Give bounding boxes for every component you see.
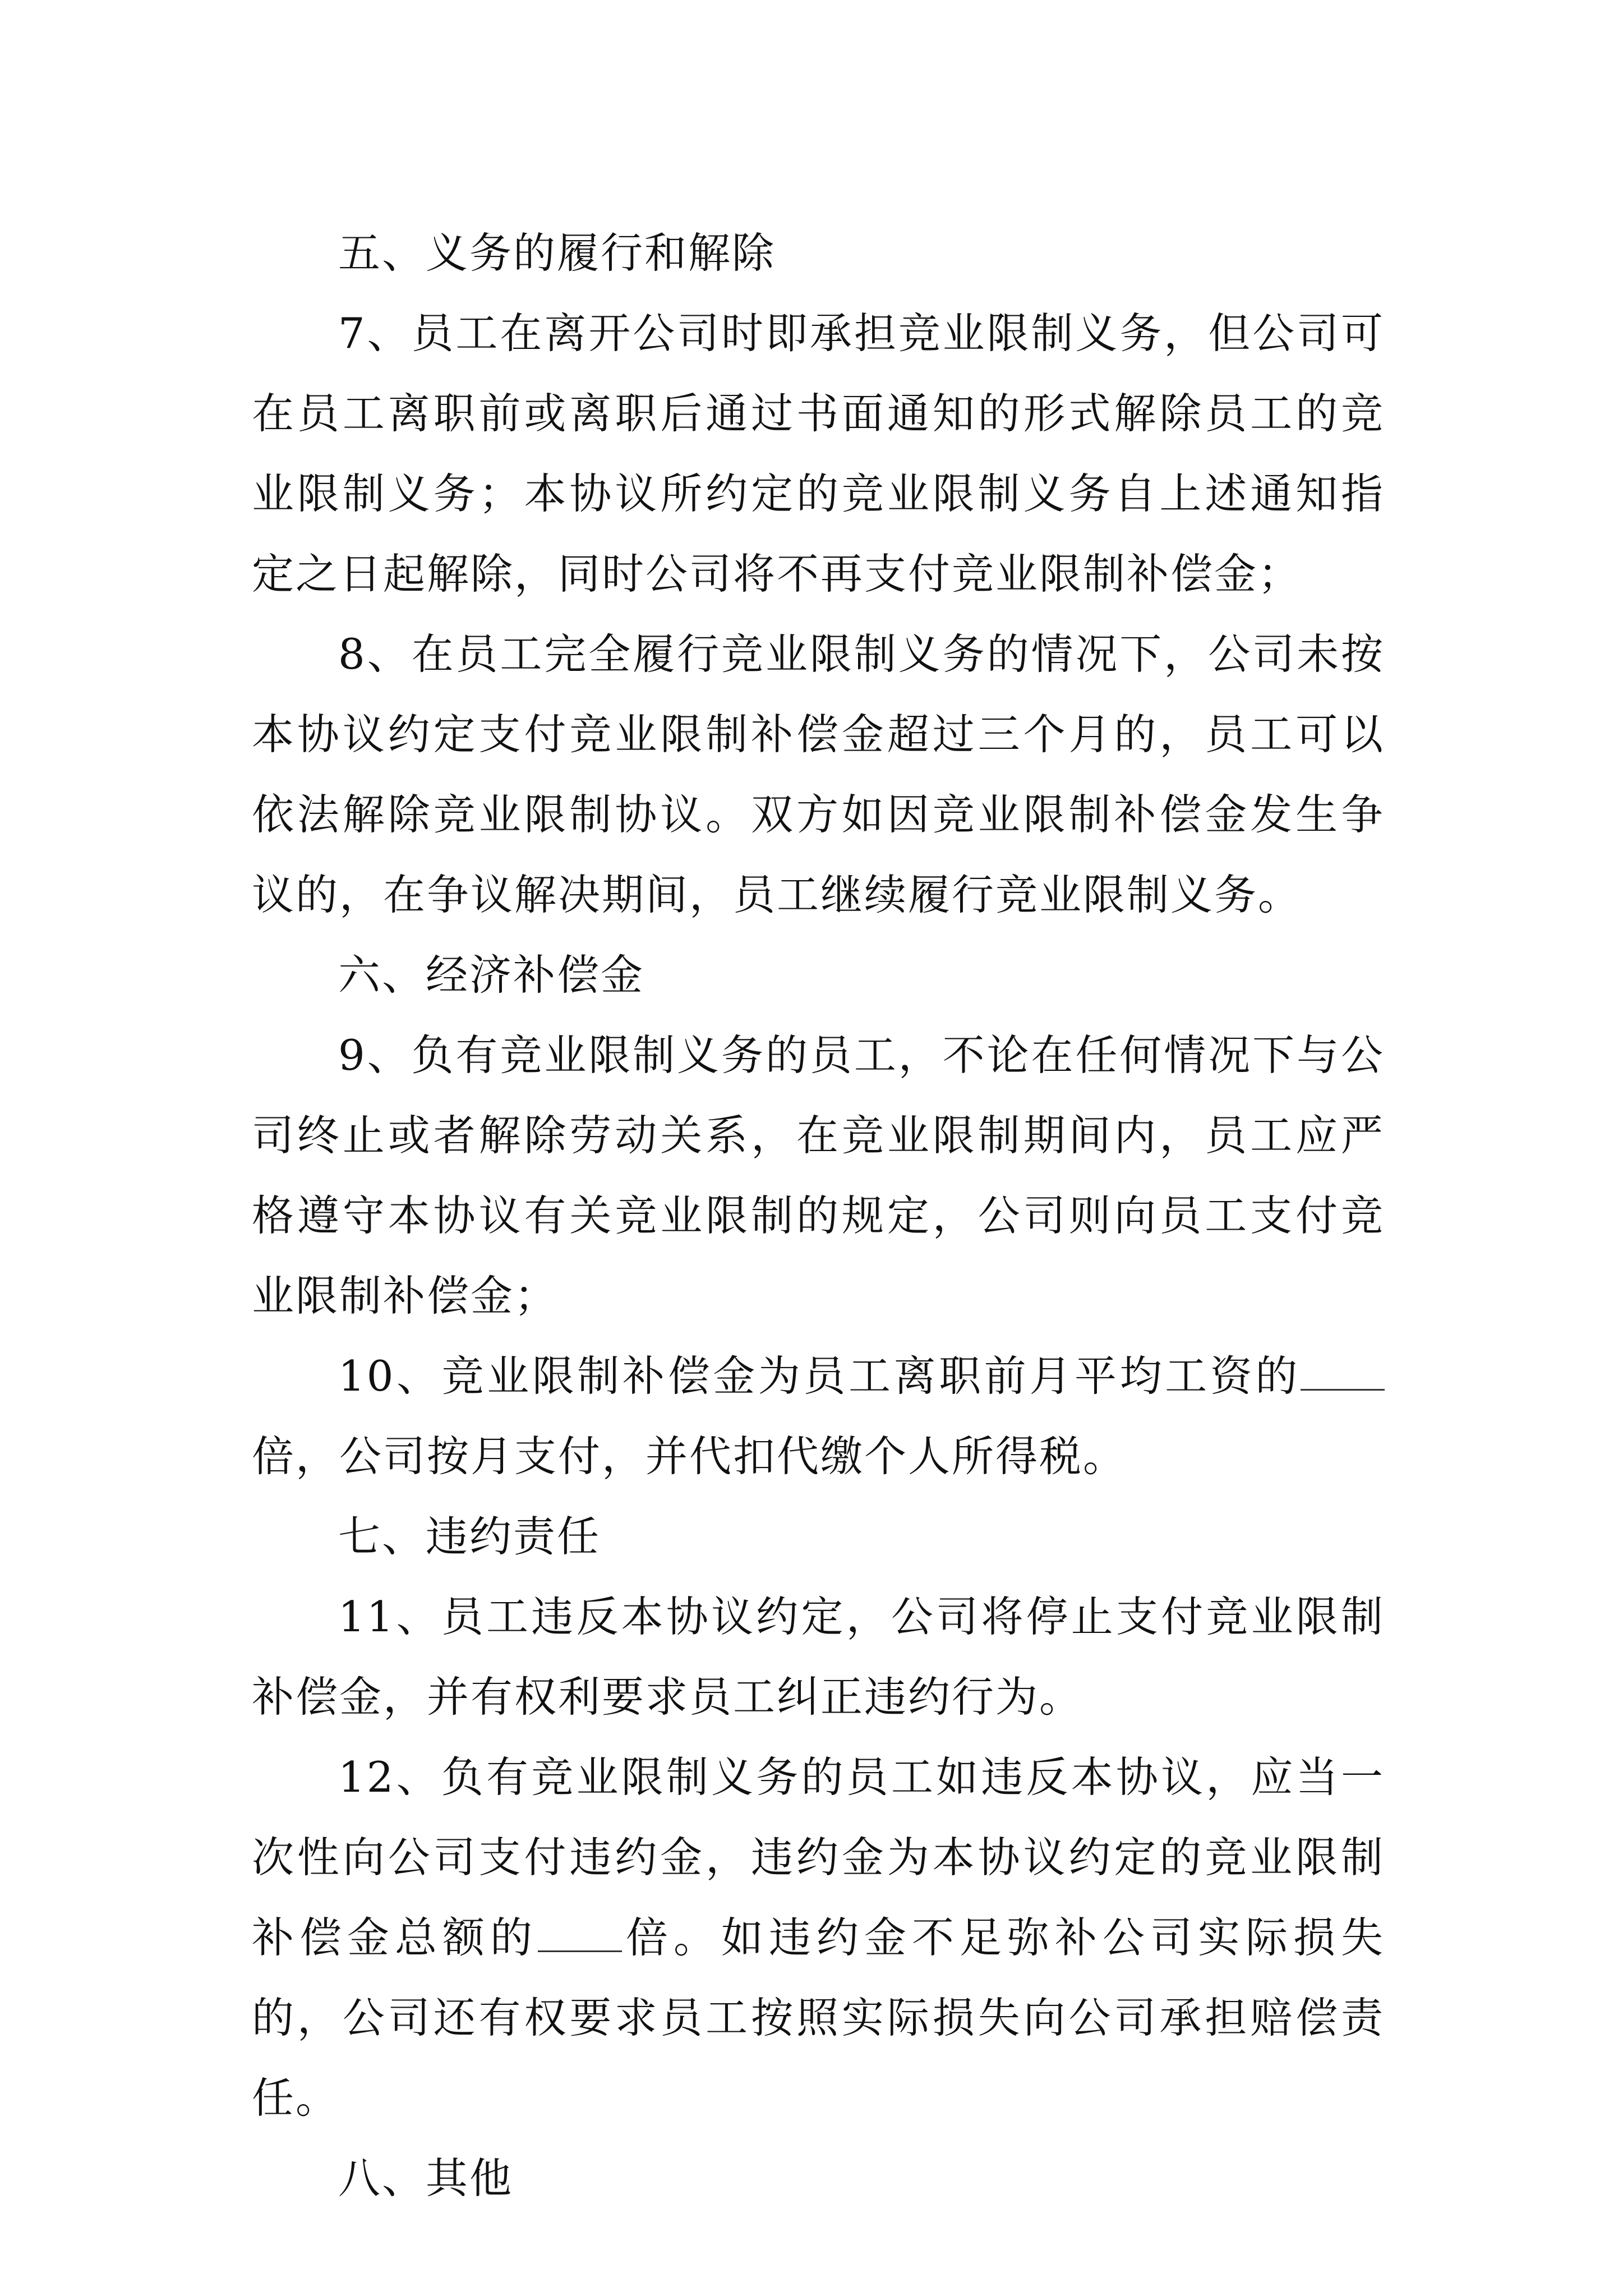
clause-12-text-before: 12、负有竞业限制义务的员工如违反本协议，应当一次性向公司支付违约金，违约金为本协议约定的竞业限制补偿金总额的	[252, 1752, 1385, 1962]
clause-12	[252, 1737, 1385, 2138]
section-heading-liability: 七、违约责任	[338, 1512, 601, 1561]
section-heading-obligations: 五、义务的履行和解除	[338, 228, 776, 278]
clause-11: 11、员工违反本协议约定，公司将停止支付竞业限制补偿金，并有权利要求员工纠正违约行为。	[252, 1592, 1385, 1722]
clause-8: 8、在员工完全履行竞业限制义务的情况下，公司未按本协议约定支付竞业限制补偿金超过三个月的，员工可以依法解除竞业限制协议。双方如因竞业限制补偿金发生争议的，在争议解决期间，员工继续履行竞业限制义务。	[252, 629, 1385, 919]
clause-7: 7、员工在离开公司时即承担竞业限制义务，但公司可在员工离职前或离职后通过书面通知的形式解除员工的竞业限制义务；本协议所约定的竞业限制义务自上述通知指定之日起解除，同时公司将不再支付竞业限制补偿金；	[252, 309, 1385, 599]
document-body	[252, 213, 1385, 2219]
clause-12-text-after: 倍。如违约金不足弥补公司实际损失的，公司还有权要求员工按照实际损失向公司承担赔偿责任。	[252, 1913, 1385, 2123]
clause-10	[252, 1336, 1385, 1497]
section-heading-compensation: 六、经济补偿金	[338, 950, 645, 1000]
clause-10-blank-field[interactable]	[1301, 1354, 1385, 1391]
section-heading-other: 八、其他	[338, 2154, 514, 2203]
clause-9: 9、负有竞业限制义务的员工，不论在任何情况下与公司终止或者解除劳动关系，在竞业限制期间内，员工应严格遵守本协议有关竞业限制的规定，公司则向员工支付竞业限制补偿金；	[252, 1030, 1385, 1320]
clause-10-text-before: 10、竞业限制补偿金为员工离职前月平均工资的	[338, 1351, 1301, 1401]
clause-10-text-after: 倍，公司按月支付，并代扣代缴个人所得税。	[252, 1432, 1127, 1481]
clause-12-blank-field[interactable]	[538, 1916, 622, 1952]
